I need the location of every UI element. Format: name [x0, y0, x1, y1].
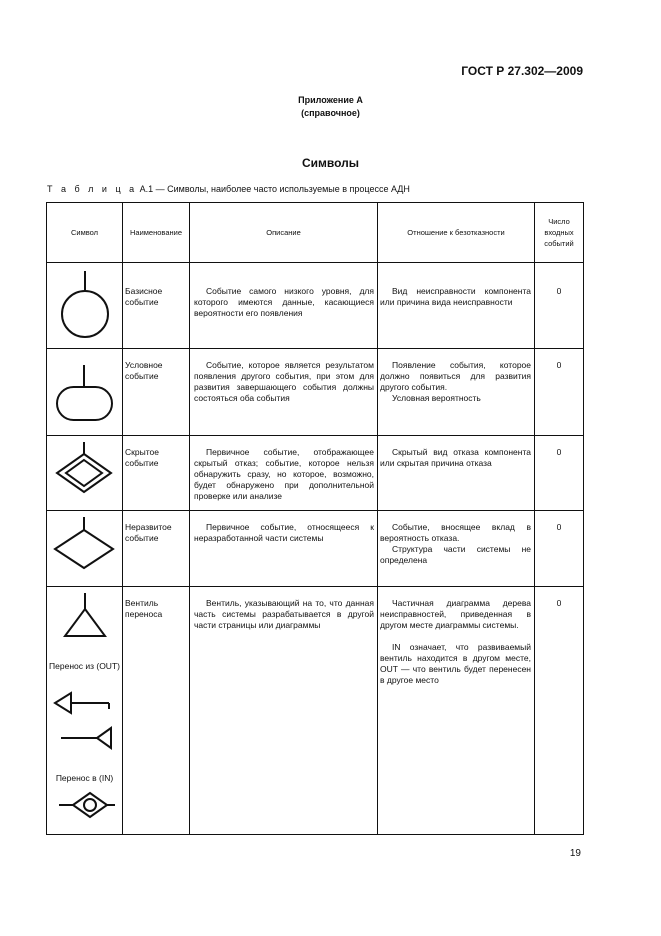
row-conditional-safety-text-2: Условная вероятность — [392, 393, 481, 403]
undeveloped-event-diamond-icon — [47, 511, 122, 586]
annex-type: (справочное) — [301, 108, 360, 118]
header-safety: Отношение к безотказности — [407, 228, 505, 237]
table-caption — [47, 184, 410, 194]
row-basic-safety-text: Вид неисправности компонента или причина вида неисправности — [380, 286, 531, 307]
row-undeveloped-safety — [380, 522, 531, 566]
row-undeveloped-safety-text-2: Структура части системы не определена — [380, 544, 531, 565]
row-hidden-name: Скрытое событие — [125, 447, 159, 468]
annex-title: Приложение А — [298, 95, 363, 105]
row-basic-safety — [380, 286, 531, 308]
row-hidden-safety-text: Скрытый вид отказа компонента или скрытая причина отказа — [380, 447, 531, 468]
row-hidden-safety — [380, 447, 531, 469]
row-conditional-name: Условное событие — [125, 360, 163, 381]
table-caption-text: А.1 — Символы, наиболее часто используемые в процессе АДН — [139, 184, 410, 194]
row-hidden-inputs: 0 — [556, 447, 562, 457]
header-symbol: Символ — [70, 228, 99, 237]
row-transfer-safety — [380, 598, 531, 686]
row-undeveloped-safety-text-1: Событие, вносящее вклад в вероятность отказа. — [380, 522, 531, 543]
row-conditional-description — [194, 360, 374, 404]
transfer-out-label: Перенос из (OUT) — [49, 661, 120, 671]
row-hidden-description-text: Первичное событие, отображающее скрытый отказ; событие, которое нельзя обнаружить сразу, но которое, возможно, будет обнаружено при дополнительной проверке или анализе — [194, 447, 374, 501]
table-caption-label: Т а б л и ц а — [47, 184, 138, 194]
section-title: Символы — [301, 156, 360, 170]
row-basic-inputs: 0 — [556, 286, 562, 296]
row-transfer-description — [194, 598, 374, 631]
transfer-gate-triangle-icon — [47, 587, 122, 672]
transfer-in-label: Перенос в (IN) — [55, 773, 114, 783]
row-conditional-safety — [380, 360, 531, 404]
row-basic-description — [194, 286, 374, 319]
hidden-event-double-diamond-icon — [47, 436, 122, 510]
row-basic-name: Базисное событие — [125, 286, 163, 307]
basic-event-circle-icon — [47, 263, 122, 348]
row-conditional-description-text: Событие, которое является результатом появления другого события, при этом для развития завершающего события должны состояться оба события — [194, 360, 374, 403]
conditional-event-oval-icon — [47, 349, 122, 435]
header-name: Наименование — [130, 228, 182, 237]
page-number: 19 — [569, 848, 581, 859]
row-basic-description-text: Событие самого низкого уровня, для которого имеются данные, касающиеся вероятности его появления — [194, 286, 374, 318]
row-conditional-inputs: 0 — [556, 360, 562, 370]
transfer-in-diamond-icon — [47, 789, 122, 821]
row-transfer-description-text: Вентиль, указывающий на то, что данная часть системы разрабатывается в другой части страницы или диаграммы — [194, 598, 374, 630]
row-transfer-safety-text-1: Частичная диаграмма дерева неисправностей, приведенная в другом месте диаграммы системы. — [380, 598, 531, 630]
row-transfer-name: Вентиль переноса — [125, 598, 163, 619]
symbols-table — [46, 202, 584, 835]
row-transfer-inputs: 0 — [556, 598, 562, 608]
row-undeveloped-description-text: Первичное событие, относящееся к неразработанной части системы — [194, 522, 374, 543]
row-undeveloped-description — [194, 522, 374, 544]
row-transfer-safety-text-2: IN означает, что развиваемый вентиль находится в другом месте, OUT — что вентиль будет перенесен в другое место — [380, 642, 531, 685]
document-header: ГОСТ Р 27.302—2009 — [461, 64, 583, 78]
row-undeveloped-inputs: 0 — [556, 522, 562, 532]
row-conditional-safety-text-1: Появление события, которое должно появиться для развития другого события. — [380, 360, 531, 392]
row-hidden-description — [194, 447, 374, 502]
transfer-in-arrow-icon — [47, 724, 122, 754]
header-description: Описание — [266, 228, 301, 237]
header-inputs: Число входных событий — [544, 217, 574, 248]
row-undeveloped-name: Неразвитое событие — [125, 522, 172, 543]
